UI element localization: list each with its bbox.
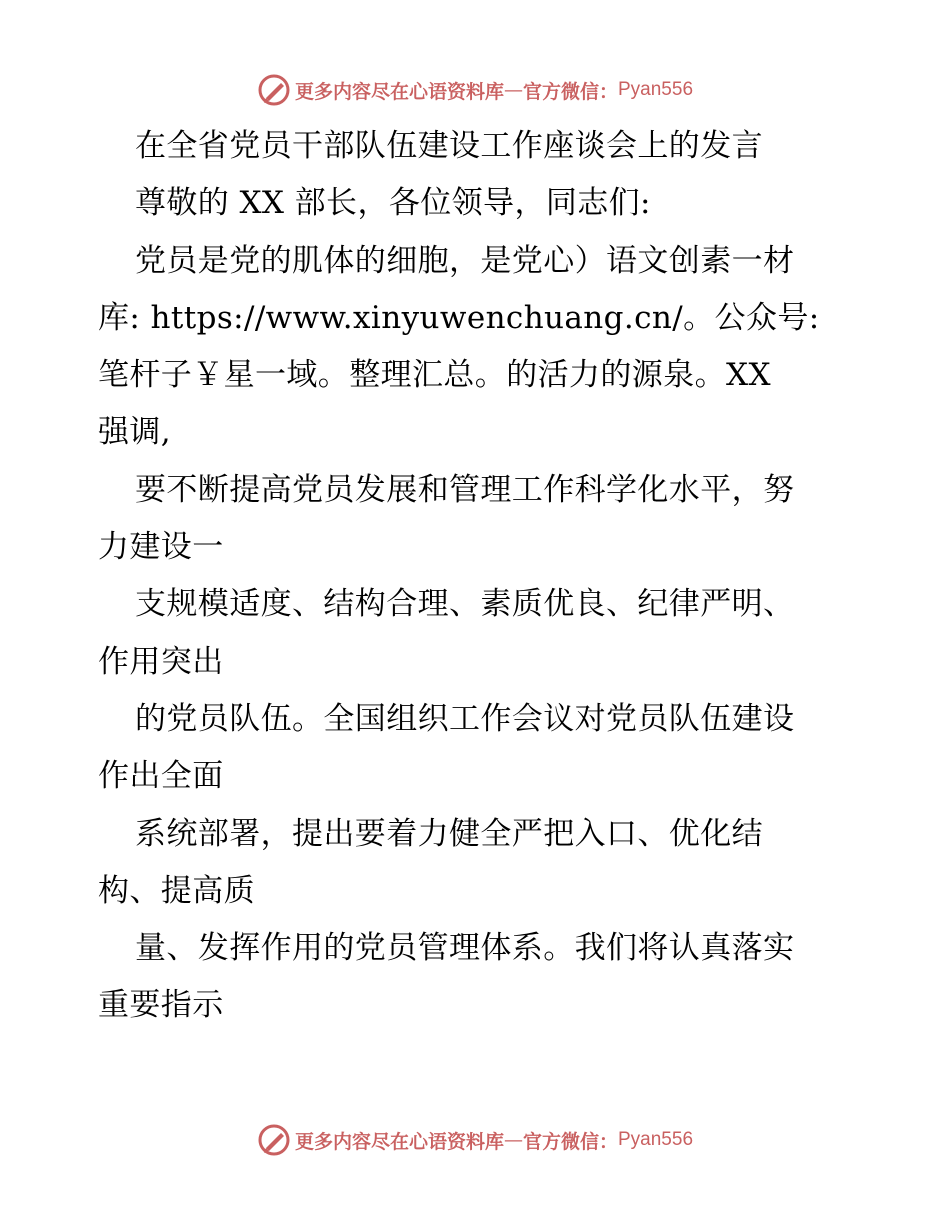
watermark-site-text: 更多内容尽在心语资料库 (294, 80, 504, 103)
document-body (98, 118, 858, 1035)
text-line: 库: https://www.xinyuwenchuang.cn/。公众号: (98, 299, 820, 336)
text-line: 支规模适度、结构合理、素质优良、纪律严明、 (135, 586, 795, 623)
watermark-account-label: 官方微信： (522, 1130, 618, 1153)
pen-logo-icon (257, 1123, 291, 1157)
text-line: 构、提高质 (98, 872, 255, 909)
text-line: 笔杆子￥星一域。整理汇总。的活力的源泉。XX (98, 357, 771, 394)
text-line: 作出全面 (98, 758, 224, 795)
watermark-account-label: 官方微信： (522, 80, 618, 103)
text-line: 党员是党的肌体的细胞，是党心）语文创素一材 (135, 242, 795, 279)
watermark-site-text: 更多内容尽在心语资料库 (294, 1130, 504, 1153)
text-line: 要不断提高党员发展和管理工作科学化水平，努 (135, 471, 795, 508)
text-line: 重要指示 (98, 987, 224, 1024)
text-line: 量、发挥作用的党员管理体系。我们将认真落实 (135, 930, 795, 967)
watermark-dash: — (503, 79, 523, 101)
text-line: 作用突出 (98, 643, 224, 680)
footer-watermark (0, 1120, 950, 1160)
text-line: 力建设一 (98, 529, 224, 566)
watermark-dash: — (503, 1129, 523, 1151)
text-line: 尊敬的 XX 部长，各位领导，同志们: (135, 185, 651, 222)
watermark-account-id: Pyan556 (618, 1129, 694, 1150)
text-line: 系统部署，提出要着力健全严把入口、优化结 (135, 815, 763, 852)
pen-logo-icon (257, 73, 291, 107)
text-line: 在全省党员干部队伍建设工作座谈会上的发言 (135, 128, 763, 164)
text-line: 的党员队伍。全国组织工作会议对党员队伍建设 (135, 700, 795, 737)
text-line: 强调, (98, 414, 172, 451)
header-watermark (0, 70, 950, 110)
watermark-account-id: Pyan556 (618, 79, 694, 100)
